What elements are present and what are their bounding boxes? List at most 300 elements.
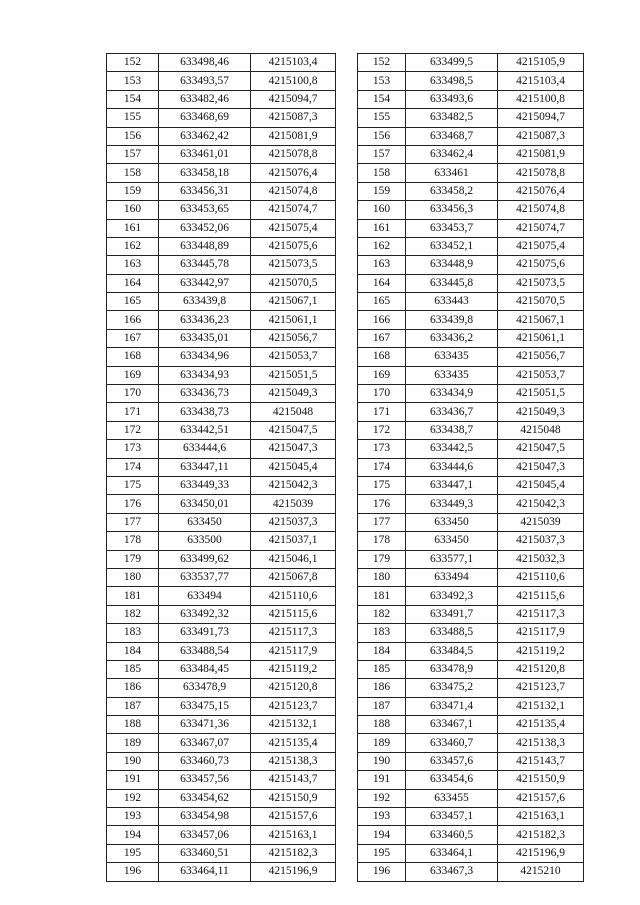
y-coordinate-cell: 4215056,7	[251, 329, 336, 347]
table-row	[107, 403, 336, 421]
point-number-cell: 173	[358, 440, 406, 458]
x-coordinate-cell: 633493,6	[406, 90, 498, 108]
x-coordinate-cell: 633434,9	[406, 385, 498, 403]
x-coordinate-cell: 633500	[159, 532, 251, 550]
y-coordinate-cell: 4215039	[498, 513, 584, 531]
table-row	[358, 164, 584, 182]
table-row	[358, 513, 584, 531]
x-coordinate-cell: 633464,1	[406, 844, 498, 862]
table-row	[107, 734, 336, 752]
table-row	[107, 109, 336, 127]
table-row	[107, 697, 336, 715]
y-coordinate-cell: 4215073,5	[251, 256, 336, 274]
point-number-cell: 195	[107, 844, 159, 862]
y-coordinate-cell: 4215163,1	[498, 808, 584, 826]
y-coordinate-cell: 4215076,4	[251, 164, 336, 182]
x-coordinate-cell: 633448,9	[406, 256, 498, 274]
point-number-cell: 163	[358, 256, 406, 274]
x-coordinate-cell: 633454,62	[159, 789, 251, 807]
x-coordinate-cell: 633460,5	[406, 826, 498, 844]
x-coordinate-cell: 633462,4	[406, 145, 498, 163]
y-coordinate-cell: 4215074,8	[498, 201, 584, 219]
x-coordinate-cell: 633444,6	[406, 458, 498, 476]
table-row	[107, 164, 336, 182]
y-coordinate-cell: 4215182,3	[498, 826, 584, 844]
table-row	[358, 109, 584, 127]
table-row	[358, 476, 584, 494]
y-coordinate-cell: 4215163,1	[251, 826, 336, 844]
point-number-cell: 188	[107, 716, 159, 734]
y-coordinate-cell: 4215115,6	[498, 587, 584, 605]
y-coordinate-cell: 4215051,5	[251, 366, 336, 384]
table-row	[358, 642, 584, 660]
table-row	[107, 311, 336, 329]
x-coordinate-cell: 633450	[406, 513, 498, 531]
y-coordinate-cell: 4215078,8	[251, 145, 336, 163]
y-coordinate-cell: 4215117,3	[251, 624, 336, 642]
y-coordinate-cell: 4215120,8	[498, 660, 584, 678]
table-row	[358, 329, 584, 347]
x-coordinate-cell: 633461,01	[159, 145, 251, 163]
point-number-cell: 160	[107, 201, 159, 219]
y-coordinate-cell: 4215157,6	[251, 808, 336, 826]
x-coordinate-cell: 633494	[159, 587, 251, 605]
y-coordinate-cell: 4215067,1	[498, 311, 584, 329]
y-coordinate-cell: 4215039	[251, 495, 336, 513]
y-coordinate-cell: 4215051,5	[498, 385, 584, 403]
point-number-cell: 156	[358, 127, 406, 145]
point-number-cell: 165	[107, 293, 159, 311]
point-number-cell: 179	[358, 550, 406, 568]
x-coordinate-cell: 633471,4	[406, 697, 498, 715]
point-number-cell: 158	[107, 164, 159, 182]
y-coordinate-cell: 4215138,3	[498, 734, 584, 752]
table-row	[358, 568, 584, 586]
point-number-cell: 166	[358, 311, 406, 329]
point-number-cell: 171	[358, 403, 406, 421]
table-row	[107, 863, 336, 881]
table-row	[358, 808, 584, 826]
y-coordinate-cell: 4215123,7	[251, 697, 336, 715]
y-coordinate-cell: 4215081,9	[498, 145, 584, 163]
x-coordinate-cell: 633453,65	[159, 201, 251, 219]
table-row	[107, 826, 336, 844]
y-coordinate-cell: 4215132,1	[251, 716, 336, 734]
table-row	[107, 72, 336, 90]
x-coordinate-cell: 633462,42	[159, 127, 251, 145]
table-row	[358, 826, 584, 844]
x-coordinate-cell: 633454,6	[406, 771, 498, 789]
table-row	[107, 752, 336, 770]
y-coordinate-cell: 4215150,9	[251, 789, 336, 807]
table-row	[107, 329, 336, 347]
table-row	[358, 256, 584, 274]
point-number-cell: 159	[358, 182, 406, 200]
table-row	[358, 421, 584, 439]
y-coordinate-cell: 4215037,3	[498, 532, 584, 550]
table-row	[358, 734, 584, 752]
table-row	[107, 237, 336, 255]
x-coordinate-cell: 633439,8	[406, 311, 498, 329]
x-coordinate-cell: 633442,5	[406, 440, 498, 458]
x-coordinate-cell: 633457,06	[159, 826, 251, 844]
point-number-cell: 162	[107, 237, 159, 255]
point-number-cell: 168	[358, 348, 406, 366]
table-row	[358, 274, 584, 292]
y-coordinate-cell: 4215037,1	[251, 532, 336, 550]
y-coordinate-cell: 4215047,3	[498, 458, 584, 476]
table-row	[107, 293, 336, 311]
y-coordinate-cell: 4215143,7	[251, 771, 336, 789]
y-coordinate-cell: 4215196,9	[498, 844, 584, 862]
x-coordinate-cell: 633449,33	[159, 476, 251, 494]
table-row	[107, 605, 336, 623]
x-coordinate-cell: 633435	[406, 348, 498, 366]
x-coordinate-cell: 633445,78	[159, 256, 251, 274]
y-coordinate-cell: 4215047,3	[251, 440, 336, 458]
point-number-cell: 180	[358, 568, 406, 586]
point-number-cell: 178	[358, 532, 406, 550]
point-number-cell: 175	[358, 476, 406, 494]
x-coordinate-cell: 633478,9	[159, 679, 251, 697]
y-coordinate-cell: 4215048	[498, 421, 584, 439]
x-coordinate-cell: 633436,2	[406, 329, 498, 347]
y-coordinate-cell: 4215073,5	[498, 274, 584, 292]
x-coordinate-cell: 633482,46	[159, 90, 251, 108]
y-coordinate-cell: 4215103,4	[251, 54, 336, 72]
point-number-cell: 173	[107, 440, 159, 458]
x-coordinate-cell: 633478,9	[406, 660, 498, 678]
y-coordinate-cell: 4215061,1	[498, 329, 584, 347]
point-number-cell: 164	[107, 274, 159, 292]
table-row	[358, 624, 584, 642]
table-row	[358, 752, 584, 770]
point-number-cell: 191	[358, 771, 406, 789]
table-row	[358, 182, 584, 200]
coordinate-table-right	[357, 53, 584, 882]
y-coordinate-cell: 4215074,7	[498, 219, 584, 237]
point-number-cell: 184	[107, 642, 159, 660]
coordinate-table-left	[106, 53, 336, 882]
point-number-cell: 181	[107, 587, 159, 605]
table-row	[358, 366, 584, 384]
table-row	[107, 513, 336, 531]
x-coordinate-cell: 633444,6	[159, 440, 251, 458]
table-row	[107, 844, 336, 862]
y-coordinate-cell: 4215045,4	[498, 476, 584, 494]
point-number-cell: 185	[107, 660, 159, 678]
point-number-cell: 178	[107, 532, 159, 550]
point-number-cell: 154	[107, 90, 159, 108]
y-coordinate-cell: 4215135,4	[251, 734, 336, 752]
point-number-cell: 176	[358, 495, 406, 513]
y-coordinate-cell: 4215053,7	[498, 366, 584, 384]
point-number-cell: 189	[107, 734, 159, 752]
x-coordinate-cell: 633498,46	[159, 54, 251, 72]
point-number-cell: 165	[358, 293, 406, 311]
x-coordinate-cell: 633435	[406, 366, 498, 384]
y-coordinate-cell: 4215049,3	[498, 403, 584, 421]
y-coordinate-cell: 4215075,4	[251, 219, 336, 237]
x-coordinate-cell: 633442,97	[159, 274, 251, 292]
point-number-cell: 169	[358, 366, 406, 384]
point-number-cell: 187	[358, 697, 406, 715]
x-coordinate-cell: 633464,11	[159, 863, 251, 881]
y-coordinate-cell: 4215067,8	[251, 568, 336, 586]
y-coordinate-cell: 4215117,9	[251, 642, 336, 660]
y-coordinate-cell: 4215196,9	[251, 863, 336, 881]
table-row	[107, 127, 336, 145]
table-row	[107, 716, 336, 734]
x-coordinate-cell: 633467,3	[406, 863, 498, 881]
table-row	[107, 256, 336, 274]
point-number-cell: 172	[358, 421, 406, 439]
point-number-cell: 182	[358, 605, 406, 623]
x-coordinate-cell: 633499,5	[406, 54, 498, 72]
table-row	[358, 587, 584, 605]
y-coordinate-cell: 4215115,6	[251, 605, 336, 623]
point-number-cell: 194	[107, 826, 159, 844]
y-coordinate-cell: 4215105,9	[498, 54, 584, 72]
x-coordinate-cell: 633436,7	[406, 403, 498, 421]
table-row	[358, 293, 584, 311]
x-coordinate-cell: 633471,36	[159, 716, 251, 734]
point-number-cell: 162	[358, 237, 406, 255]
x-coordinate-cell: 633457,1	[406, 808, 498, 826]
y-coordinate-cell: 4215132,1	[498, 697, 584, 715]
table-row	[358, 72, 584, 90]
point-number-cell: 174	[107, 458, 159, 476]
point-number-cell: 164	[358, 274, 406, 292]
x-coordinate-cell: 633460,51	[159, 844, 251, 862]
table-row	[358, 237, 584, 255]
x-coordinate-cell: 633577,1	[406, 550, 498, 568]
table-row	[107, 771, 336, 789]
table-row	[358, 660, 584, 678]
table-row	[107, 458, 336, 476]
table-row	[107, 532, 336, 550]
table-row	[358, 348, 584, 366]
table-row	[358, 219, 584, 237]
x-coordinate-cell: 633450	[159, 513, 251, 531]
point-number-cell: 175	[107, 476, 159, 494]
point-number-cell: 156	[107, 127, 159, 145]
point-number-cell: 188	[358, 716, 406, 734]
y-coordinate-cell: 4215157,6	[498, 789, 584, 807]
y-coordinate-cell: 4215087,3	[498, 127, 584, 145]
x-coordinate-cell: 633449,3	[406, 495, 498, 513]
table-row	[358, 403, 584, 421]
point-number-cell: 158	[358, 164, 406, 182]
table-row	[358, 495, 584, 513]
x-coordinate-cell: 633434,93	[159, 366, 251, 384]
x-coordinate-cell: 633537,77	[159, 568, 251, 586]
table-row	[107, 366, 336, 384]
x-coordinate-cell: 633447,1	[406, 476, 498, 494]
y-coordinate-cell: 4215075,6	[498, 256, 584, 274]
point-number-cell: 155	[358, 109, 406, 127]
x-coordinate-cell: 633452,1	[406, 237, 498, 255]
x-coordinate-cell: 633457,6	[406, 752, 498, 770]
point-number-cell: 182	[107, 605, 159, 623]
table-row	[358, 771, 584, 789]
x-coordinate-cell: 633494	[406, 568, 498, 586]
x-coordinate-cell: 633484,5	[406, 642, 498, 660]
x-coordinate-cell: 633460,73	[159, 752, 251, 770]
x-coordinate-cell: 633491,7	[406, 605, 498, 623]
point-number-cell: 168	[107, 348, 159, 366]
point-number-cell: 196	[107, 863, 159, 881]
point-number-cell: 153	[107, 72, 159, 90]
x-coordinate-cell: 633475,15	[159, 697, 251, 715]
table-row	[358, 385, 584, 403]
point-number-cell: 184	[358, 642, 406, 660]
point-number-cell: 180	[107, 568, 159, 586]
x-coordinate-cell: 633458,18	[159, 164, 251, 182]
y-coordinate-cell: 4215110,6	[251, 587, 336, 605]
table-row	[107, 385, 336, 403]
point-number-cell: 170	[358, 385, 406, 403]
point-number-cell: 163	[107, 256, 159, 274]
y-coordinate-cell: 4215047,5	[498, 440, 584, 458]
point-number-cell: 186	[107, 679, 159, 697]
x-coordinate-cell: 633438,7	[406, 421, 498, 439]
point-number-cell: 179	[107, 550, 159, 568]
point-number-cell: 152	[358, 54, 406, 72]
table-row	[358, 550, 584, 568]
point-number-cell: 195	[358, 844, 406, 862]
table-row	[358, 716, 584, 734]
x-coordinate-cell: 633456,31	[159, 182, 251, 200]
point-number-cell: 181	[358, 587, 406, 605]
x-coordinate-cell: 633450	[406, 532, 498, 550]
y-coordinate-cell: 4215119,2	[251, 660, 336, 678]
table-row	[358, 54, 584, 72]
y-coordinate-cell: 4215182,3	[251, 844, 336, 862]
x-coordinate-cell: 633499,62	[159, 550, 251, 568]
point-number-cell: 161	[358, 219, 406, 237]
y-coordinate-cell: 4215061,1	[251, 311, 336, 329]
table-row	[107, 476, 336, 494]
table-row	[107, 624, 336, 642]
point-number-cell: 193	[358, 808, 406, 826]
table-row	[107, 587, 336, 605]
x-coordinate-cell: 633491,73	[159, 624, 251, 642]
point-number-cell: 183	[107, 624, 159, 642]
point-number-cell: 167	[358, 329, 406, 347]
x-coordinate-cell: 633439,8	[159, 293, 251, 311]
table-row	[358, 697, 584, 715]
table-row	[107, 182, 336, 200]
x-coordinate-cell: 633467,1	[406, 716, 498, 734]
table-row	[107, 642, 336, 660]
point-number-cell: 171	[107, 403, 159, 421]
x-coordinate-cell: 633454,98	[159, 808, 251, 826]
x-coordinate-cell: 633498,5	[406, 72, 498, 90]
x-coordinate-cell: 633475,2	[406, 679, 498, 697]
table-row	[107, 54, 336, 72]
y-coordinate-cell: 4215075,4	[498, 237, 584, 255]
point-number-cell: 166	[107, 311, 159, 329]
x-coordinate-cell: 633492,32	[159, 605, 251, 623]
x-coordinate-cell: 633461	[406, 164, 498, 182]
point-number-cell: 191	[107, 771, 159, 789]
y-coordinate-cell: 4215032,3	[498, 550, 584, 568]
y-coordinate-cell: 4215117,9	[498, 624, 584, 642]
table-row	[107, 421, 336, 439]
table-row	[107, 550, 336, 568]
y-coordinate-cell: 4215053,7	[251, 348, 336, 366]
y-coordinate-cell: 4215100,8	[498, 90, 584, 108]
point-number-cell: 170	[107, 385, 159, 403]
x-coordinate-cell: 633452,06	[159, 219, 251, 237]
x-coordinate-cell: 633438,73	[159, 403, 251, 421]
x-coordinate-cell: 633434,96	[159, 348, 251, 366]
y-coordinate-cell: 4215110,6	[498, 568, 584, 586]
table-row	[107, 679, 336, 697]
point-number-cell: 196	[358, 863, 406, 881]
y-coordinate-cell: 4215045,4	[251, 458, 336, 476]
x-coordinate-cell: 633467,07	[159, 734, 251, 752]
x-coordinate-cell: 633458,2	[406, 182, 498, 200]
y-coordinate-cell: 4215076,4	[498, 182, 584, 200]
table-row	[107, 440, 336, 458]
table-row	[107, 219, 336, 237]
y-coordinate-cell: 4215150,9	[498, 771, 584, 789]
y-coordinate-cell: 4215067,1	[251, 293, 336, 311]
x-coordinate-cell: 633460,7	[406, 734, 498, 752]
y-coordinate-cell: 4215081,9	[251, 127, 336, 145]
x-coordinate-cell: 633488,5	[406, 624, 498, 642]
y-coordinate-cell: 4215078,8	[498, 164, 584, 182]
point-number-cell: 190	[107, 752, 159, 770]
table-row	[358, 127, 584, 145]
y-coordinate-cell: 4215094,7	[498, 109, 584, 127]
point-number-cell: 193	[107, 808, 159, 826]
table-row	[358, 789, 584, 807]
x-coordinate-cell: 633492,3	[406, 587, 498, 605]
y-coordinate-cell: 4215047,5	[251, 421, 336, 439]
point-number-cell: 185	[358, 660, 406, 678]
x-coordinate-cell: 633455	[406, 789, 498, 807]
table-row	[107, 789, 336, 807]
table-row	[107, 90, 336, 108]
x-coordinate-cell: 633447,11	[159, 458, 251, 476]
table-row	[358, 605, 584, 623]
y-coordinate-cell: 4215037,3	[251, 513, 336, 531]
y-coordinate-cell: 4215074,8	[251, 182, 336, 200]
y-coordinate-cell: 4215074,7	[251, 201, 336, 219]
y-coordinate-cell: 4215117,3	[498, 605, 584, 623]
point-number-cell: 192	[107, 789, 159, 807]
point-number-cell: 169	[107, 366, 159, 384]
y-coordinate-cell: 4215048	[251, 403, 336, 421]
x-coordinate-cell: 633456,3	[406, 201, 498, 219]
x-coordinate-cell: 633468,7	[406, 127, 498, 145]
y-coordinate-cell: 4215123,7	[498, 679, 584, 697]
x-coordinate-cell: 633436,73	[159, 385, 251, 403]
x-coordinate-cell: 633435,01	[159, 329, 251, 347]
table-row	[358, 679, 584, 697]
table-row	[107, 348, 336, 366]
y-coordinate-cell: 4215143,7	[498, 752, 584, 770]
x-coordinate-cell: 633442,51	[159, 421, 251, 439]
point-number-cell: 177	[107, 513, 159, 531]
point-number-cell: 154	[358, 90, 406, 108]
y-coordinate-cell: 4215087,3	[251, 109, 336, 127]
table-row	[107, 145, 336, 163]
table-row	[107, 201, 336, 219]
